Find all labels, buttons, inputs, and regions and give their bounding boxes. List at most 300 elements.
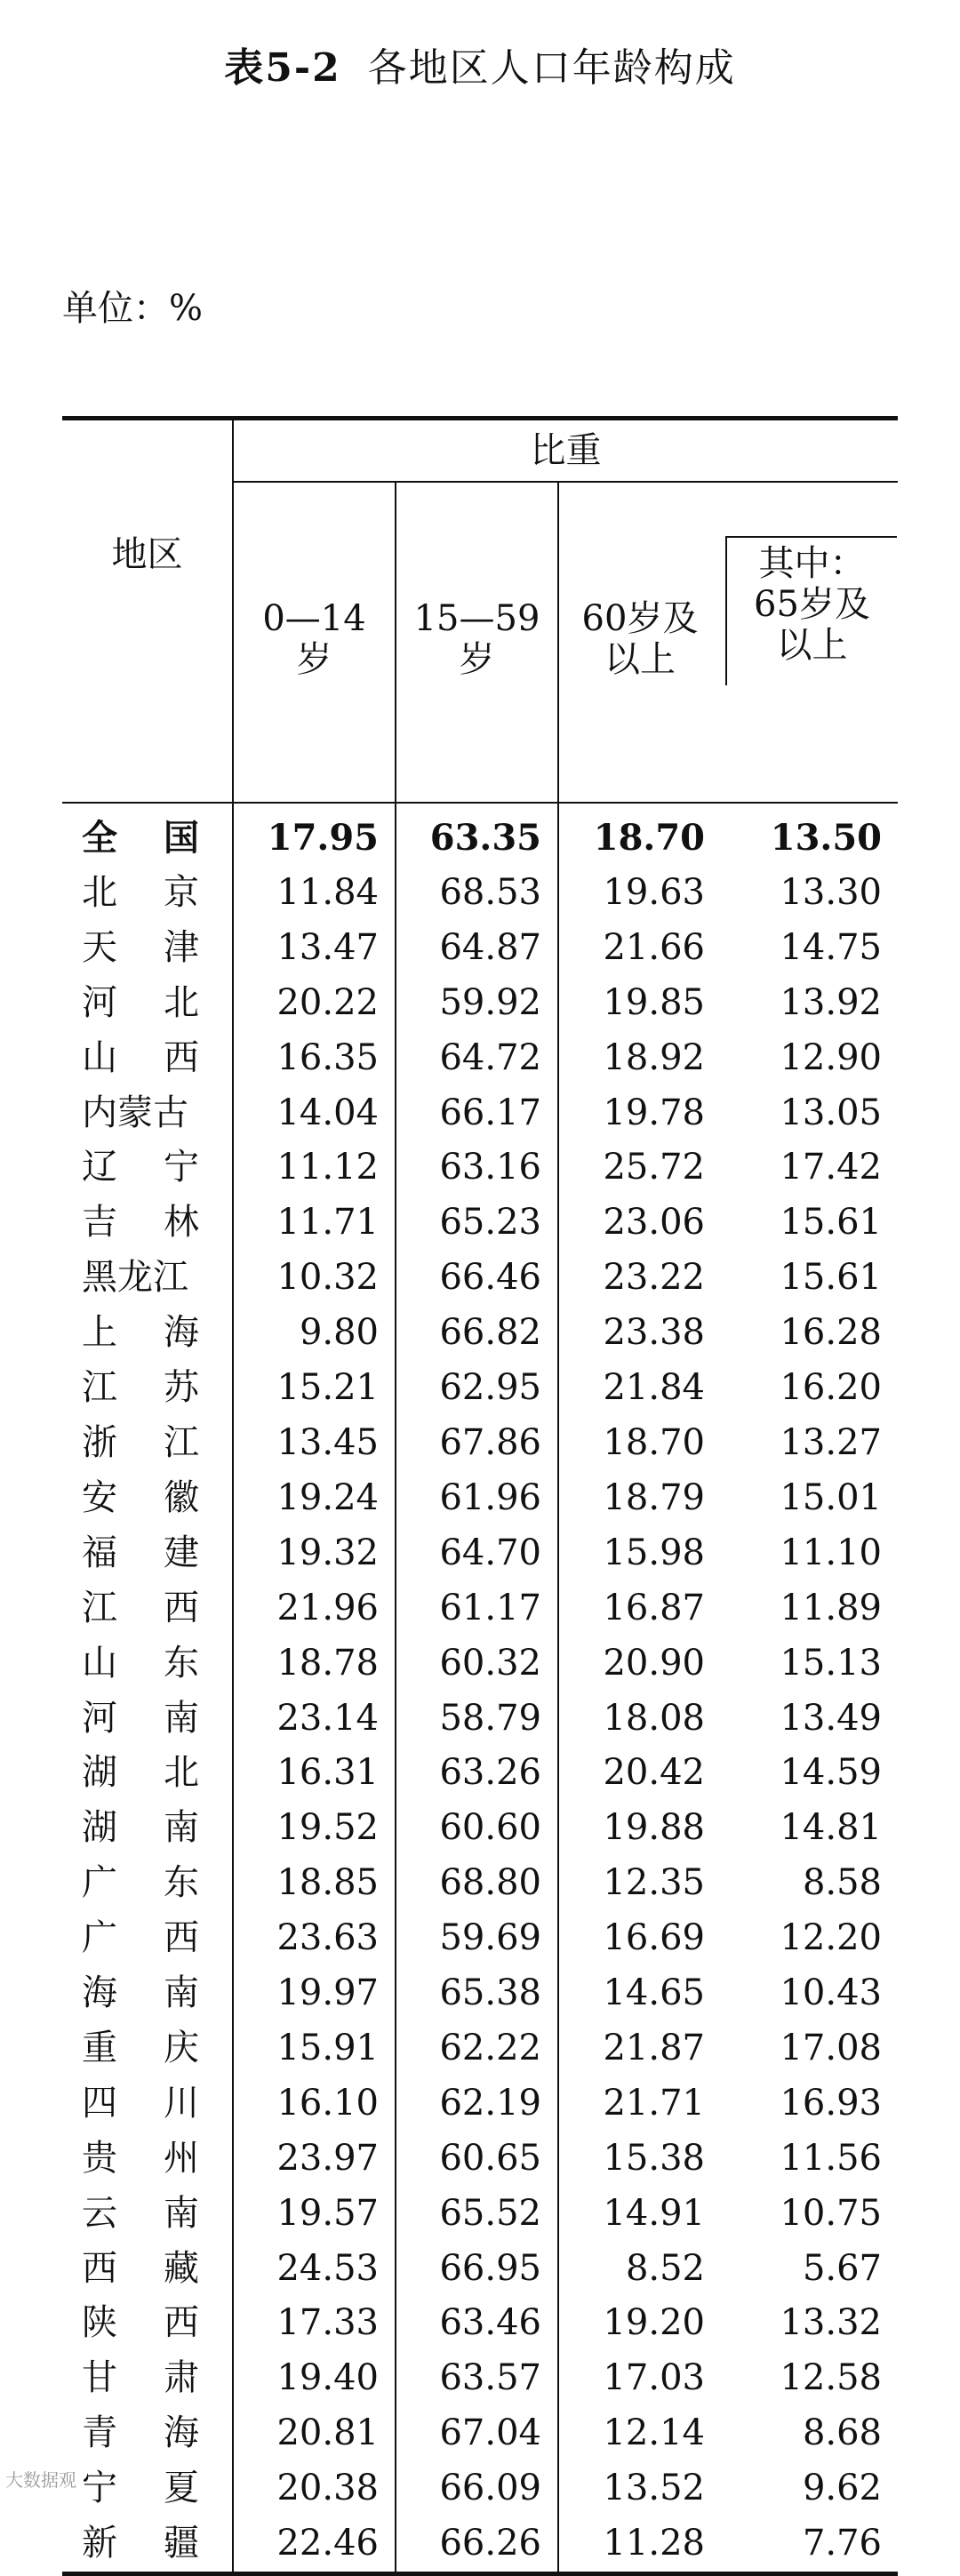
value-15-59: 66.26	[396, 2516, 558, 2573]
table-row	[62, 2406, 898, 2461]
region-cell	[62, 803, 233, 866]
region-name	[82, 2076, 199, 2132]
value-15-59: 64.70	[396, 1526, 558, 1581]
region-name	[82, 1856, 199, 1911]
value-0-14: 10.32	[233, 1251, 396, 1306]
region-text: 云	[82, 2192, 117, 2234]
region-text: 西	[164, 2302, 199, 2344]
region-text: 川	[164, 2082, 199, 2124]
table-row	[62, 1636, 898, 1692]
value-0-14: 18.78	[233, 1636, 396, 1692]
table-row	[62, 1801, 898, 1856]
table-row	[62, 2516, 898, 2573]
region-text: 广	[82, 1862, 117, 1904]
region-text: 吉	[82, 1202, 117, 1244]
value-0-14: 16.10	[233, 2076, 396, 2132]
value-15-59: 58.79	[396, 1692, 558, 1747]
table-row	[62, 2187, 898, 2242]
value-15-59: 68.53	[396, 866, 558, 921]
region-name	[82, 2461, 199, 2516]
table-number: 表5-2	[224, 45, 341, 91]
region-text: 湖	[82, 1752, 117, 1794]
value-65plus: 16.93	[780, 2082, 882, 2124]
region-text: 肃	[164, 2357, 199, 2399]
region-text: 福	[82, 1532, 117, 1573]
value-60plus: 20.90	[603, 1642, 705, 1684]
region-text: 疆	[164, 2523, 199, 2564]
table-row	[62, 1526, 898, 1581]
region-name	[82, 1416, 199, 1471]
region-name	[82, 1692, 199, 1747]
value-65plus: 5.67	[802, 2247, 882, 2289]
region-name	[82, 2351, 199, 2406]
value-60plus: 15.38	[603, 2137, 705, 2179]
header-line: 以上	[776, 625, 848, 666]
value-65plus: 12.58	[780, 2357, 882, 2399]
region-text: 河	[82, 981, 117, 1023]
header-col-15-59	[396, 482, 558, 802]
table-row	[62, 2242, 898, 2297]
value-65plus: 15.61	[780, 1202, 882, 1244]
value-0-14: 23.63	[233, 1911, 396, 1966]
value-65plus: 10.43	[780, 1972, 882, 2014]
table-row	[62, 1140, 898, 1196]
value-0-14: 23.14	[233, 1692, 396, 1747]
region-text: 重	[82, 2027, 117, 2068]
region-text: 国	[164, 817, 199, 859]
value-15-59: 63.57	[396, 2351, 558, 2406]
value-60plus: 21.87	[603, 2027, 705, 2068]
value-0-14: 20.38	[233, 2461, 396, 2516]
region-name	[82, 1086, 199, 1141]
header-region: 地区	[62, 419, 233, 803]
header-col-65plus	[721, 482, 898, 802]
region-name	[82, 2406, 199, 2461]
table-row	[62, 2351, 898, 2406]
value-15-59: 63.26	[396, 1746, 558, 1801]
header-line: 以上	[604, 639, 676, 680]
region-text: 西	[164, 1587, 199, 1628]
header-line: 其中：	[758, 543, 866, 584]
value-15-59: 63.16	[396, 1140, 558, 1196]
region-text: 州	[164, 2137, 199, 2179]
table-row	[62, 1416, 898, 1471]
region-text: 苏	[164, 1367, 199, 1409]
value-60plus: 21.84	[603, 1367, 705, 1409]
value-0-14: 20.81	[233, 2406, 396, 2461]
region-name	[82, 811, 199, 866]
region-text: 内蒙古	[82, 1092, 188, 1133]
value-60plus: 23.38	[603, 1312, 705, 1354]
region-cell	[62, 2132, 233, 2187]
region-cell	[62, 1911, 233, 1966]
region-cell	[62, 2406, 233, 2461]
table-row	[62, 2461, 898, 2516]
value-15-59: 68.80	[396, 1856, 558, 1911]
table-row	[62, 1196, 898, 1251]
value-60plus: 14.65	[603, 1972, 705, 2014]
value-60plus: 20.42	[603, 1752, 705, 1794]
value-65plus: 7.76	[721, 2516, 898, 2573]
table-row	[62, 921, 898, 976]
table-row	[62, 1856, 898, 1911]
table-row	[62, 1581, 898, 1636]
value-60plus: 14.91	[603, 2192, 705, 2234]
value-65plus: 16.28	[780, 1312, 882, 1354]
region-name	[82, 1581, 199, 1636]
value-0-14: 11.84	[233, 866, 396, 921]
region-name	[82, 1801, 199, 1856]
table-name: 各地区人口年龄构成	[367, 45, 736, 91]
region-cell	[62, 1416, 233, 1471]
value-65plus: 13.30	[780, 871, 882, 913]
table-row	[62, 1306, 898, 1361]
table-row	[62, 1911, 898, 1966]
region-name	[82, 976, 199, 1031]
region-name	[82, 2296, 199, 2351]
region-cell	[62, 1746, 233, 1801]
region-text: 陕	[82, 2302, 117, 2344]
header-line: 15—59	[413, 598, 540, 639]
header-line: 60岁及	[581, 598, 699, 639]
value-15-59: 60.60	[396, 1801, 558, 1856]
region-text: 东	[164, 1862, 199, 1904]
region-cell	[62, 1251, 233, 1306]
region-text: 上	[82, 1312, 117, 1354]
value-60plus: 15.98	[603, 1532, 705, 1573]
region-text: 四	[82, 2082, 117, 2124]
header-group: 比重	[233, 419, 898, 483]
region-name	[82, 2021, 199, 2076]
region-text: 江	[82, 1587, 117, 1628]
value-65plus: 13.27	[780, 1421, 882, 1463]
region-text: 藏	[164, 2247, 199, 2289]
value-60plus: 11.28	[558, 2516, 721, 2573]
value-65plus: 10.75	[780, 2192, 882, 2234]
value-15-59: 62.95	[396, 1361, 558, 1416]
value-60plus: 12.14	[603, 2412, 705, 2454]
region-name	[82, 2187, 199, 2242]
region-name	[82, 2132, 199, 2187]
value-65plus: 9.62	[802, 2468, 882, 2509]
region-text: 全	[82, 817, 117, 859]
value-60plus: 18.92	[603, 1036, 705, 1078]
value-15-59: 61.96	[396, 1471, 558, 1526]
table-row	[62, 1031, 898, 1086]
value-60plus: 18.79	[603, 1476, 705, 1518]
value-0-14: 19.32	[233, 1526, 396, 1581]
region-cell	[62, 2461, 233, 2516]
table-row-total	[62, 803, 898, 866]
header-col-60plus	[558, 482, 721, 802]
region-text: 天	[82, 926, 117, 968]
region-text: 西	[82, 2247, 117, 2289]
age-structure-table	[62, 416, 898, 2576]
value-15-59: 64.72	[396, 1031, 558, 1086]
region-cell	[62, 1471, 233, 1526]
region-text: 庆	[164, 2027, 199, 2068]
value-60plus: 17.03	[603, 2357, 705, 2399]
region-text: 北	[164, 1752, 199, 1794]
region-cell	[62, 1196, 233, 1251]
value-65plus: 17.08	[780, 2027, 882, 2068]
region-cell	[62, 2076, 233, 2132]
region-name	[82, 1361, 199, 1416]
region-text: 京	[164, 871, 199, 913]
region-cell	[62, 1526, 233, 1581]
value-15-59: 62.22	[396, 2021, 558, 2076]
header-line: 65岁及	[754, 584, 870, 625]
value-15-59: 65.23	[396, 1196, 558, 1251]
region-text: 津	[164, 926, 199, 968]
region-cell	[62, 1636, 233, 1692]
region-name	[82, 921, 199, 976]
unit-label: 单位：%	[62, 288, 204, 329]
value-60plus: 19.78	[603, 1092, 705, 1133]
region-cell	[62, 866, 233, 921]
value-15-59: 59.69	[396, 1911, 558, 1966]
value-60plus: 19.88	[603, 1807, 705, 1849]
region-name	[82, 1251, 199, 1306]
header-line: 岁	[296, 639, 332, 680]
value-60plus: 23.22	[603, 1257, 705, 1299]
region-cell	[62, 1140, 233, 1196]
value-0-14: 16.31	[233, 1746, 396, 1801]
region-text: 南	[164, 1972, 199, 2014]
value-0-14: 19.40	[233, 2351, 396, 2406]
region-name	[82, 1911, 199, 1966]
value-15-59: 64.87	[396, 921, 558, 976]
region-name	[82, 1966, 199, 2021]
region-text: 夏	[164, 2468, 199, 2509]
value-60plus: 16.69	[603, 1917, 705, 1959]
value-0-14: 11.12	[233, 1140, 396, 1196]
region-cell	[62, 2021, 233, 2076]
region-text: 新	[82, 2523, 117, 2564]
table-row	[62, 2296, 898, 2351]
value-0-14: 20.22	[233, 976, 396, 1031]
value-60plus: 19.20	[603, 2302, 705, 2344]
value-60plus: 13.52	[603, 2468, 705, 2509]
header-line: 岁	[459, 639, 495, 680]
region-text: 河	[82, 1697, 117, 1739]
value-60plus: 18.08	[603, 1697, 705, 1739]
value-0-14: 19.24	[233, 1471, 396, 1526]
value-65plus: 17.42	[780, 1147, 882, 1188]
region-name	[82, 866, 199, 921]
region-cell	[62, 1086, 233, 1141]
value-0-14: 22.46	[233, 2516, 396, 2573]
table-row	[62, 2132, 898, 2187]
value-0-14: 24.53	[233, 2242, 396, 2297]
region-name	[82, 1636, 199, 1692]
region-name	[82, 1196, 199, 1251]
value-15-59: 65.52	[396, 2187, 558, 2242]
region-name	[82, 2242, 199, 2297]
region-name	[82, 1526, 199, 1581]
value-60plus: 8.52	[625, 2247, 705, 2289]
value-15-59: 66.09	[396, 2461, 558, 2516]
value-60plus: 12.35	[603, 1862, 705, 1904]
value-15-59: 66.17	[396, 1086, 558, 1141]
region-text: 江	[82, 1367, 117, 1409]
region-text: 海	[82, 1972, 117, 2014]
region-cell	[62, 1306, 233, 1361]
value-60plus: 16.87	[603, 1587, 705, 1628]
table-row	[62, 1692, 898, 1747]
value-65plus: 13.05	[780, 1092, 882, 1133]
value-60plus: 23.06	[603, 1202, 705, 1244]
value-0-14: 19.52	[233, 1801, 396, 1856]
value-15-59: 67.04	[396, 2406, 558, 2461]
value-65plus: 15.61	[780, 1257, 882, 1299]
value-65plus: 15.13	[780, 1642, 882, 1684]
value-65plus: 13.32	[780, 2302, 882, 2344]
value-0-14: 21.96	[233, 1581, 396, 1636]
region-cell	[62, 1581, 233, 1636]
header-line: 0—14	[262, 598, 366, 639]
value-15-59: 61.17	[396, 1581, 558, 1636]
region-name	[82, 1746, 199, 1801]
region-cell	[62, 2296, 233, 2351]
value-65plus: 13.92	[780, 981, 882, 1023]
value-0-14: 19.97	[233, 1966, 396, 2021]
region-text: 山	[82, 1036, 117, 1078]
region-name	[82, 1031, 199, 1086]
region-cell	[62, 2516, 233, 2573]
table-row	[62, 1361, 898, 1416]
value-65plus: 11.10	[780, 1532, 882, 1573]
table-row	[62, 1471, 898, 1526]
region-cell	[62, 1031, 233, 1086]
table-row	[62, 2021, 898, 2076]
value-65plus: 14.81	[780, 1807, 882, 1849]
value-65plus: 13.50	[770, 817, 882, 859]
region-text: 北	[82, 871, 117, 913]
value-65plus: 8.68	[802, 2412, 882, 2454]
region-text: 贵	[82, 2137, 117, 2179]
region-cell	[62, 1692, 233, 1747]
value-60plus: 21.66	[603, 926, 705, 968]
value-60plus: 25.72	[603, 1147, 705, 1188]
value-60plus: 19.63	[603, 871, 705, 913]
value-15-59: 59.92	[396, 976, 558, 1031]
region-text: 辽	[82, 1147, 117, 1188]
region-text: 西	[164, 1036, 199, 1078]
table-row	[62, 976, 898, 1031]
value-0-14: 18.85	[233, 1856, 396, 1911]
region-cell	[62, 1361, 233, 1416]
table-row	[62, 1746, 898, 1801]
region-text: 宁	[164, 1147, 199, 1188]
region-text: 建	[164, 1532, 199, 1573]
region-name	[82, 2516, 199, 2572]
region-text: 甘	[82, 2357, 117, 2399]
value-15-59: 60.65	[396, 2132, 558, 2187]
value-0-14: 11.71	[233, 1196, 396, 1251]
region-cell	[62, 1966, 233, 2021]
header-col-0-14	[233, 482, 396, 802]
region-name	[82, 1306, 199, 1361]
region-text: 浙	[82, 1421, 117, 1463]
value-15-59: 62.19	[396, 2076, 558, 2132]
region-cell	[62, 2242, 233, 2297]
region-cell	[62, 2187, 233, 2242]
value-0-14: 23.97	[233, 2132, 396, 2187]
value-15-59: 66.46	[396, 1251, 558, 1306]
region-text: 东	[164, 1642, 199, 1684]
value-0-14: 14.04	[233, 1086, 396, 1141]
table-row	[62, 1251, 898, 1306]
region-cell	[62, 1801, 233, 1856]
region-text: 林	[164, 1202, 199, 1244]
table-row	[62, 1086, 898, 1141]
watermark-logo: 大数据观	[5, 2469, 76, 2491]
region-cell	[62, 2351, 233, 2406]
region-text: 南	[164, 2192, 199, 2234]
value-0-14: 19.57	[233, 2187, 396, 2242]
region-text: 宁	[82, 2468, 117, 2509]
table-row	[62, 1966, 898, 2021]
value-0-14: 17.33	[233, 2296, 396, 2351]
region-text: 徽	[164, 1476, 199, 1518]
value-15-59: 65.38	[396, 1966, 558, 2021]
region-text: 山	[82, 1642, 117, 1684]
value-65plus: 11.56	[780, 2137, 882, 2179]
value-15-59: 67.86	[396, 1416, 558, 1471]
value-15-59: 66.95	[396, 2242, 558, 2297]
region-text: 西	[164, 1917, 199, 1959]
region-text: 南	[164, 1807, 199, 1849]
value-65plus: 16.20	[780, 1367, 882, 1409]
region-text: 北	[164, 981, 199, 1023]
region-name	[82, 1140, 199, 1196]
value-0-14: 16.35	[233, 1031, 396, 1086]
value-0-14: 13.47	[233, 921, 396, 976]
region-cell	[62, 921, 233, 976]
value-65plus: 11.89	[780, 1587, 882, 1628]
value-0-14: 15.21	[233, 1361, 396, 1416]
region-text: 海	[164, 2412, 199, 2454]
region-text: 安	[82, 1476, 117, 1518]
region-cell	[62, 1856, 233, 1911]
region-text: 湖	[82, 1807, 117, 1849]
table-row	[62, 2076, 898, 2132]
value-0-14: 13.45	[233, 1416, 396, 1471]
region-text: 广	[82, 1917, 117, 1959]
value-60plus: 21.71	[603, 2082, 705, 2124]
value-65plus: 14.75	[780, 926, 882, 968]
value-15-59: 60.32	[396, 1636, 558, 1692]
page-title	[0, 36, 960, 92]
value-15-59: 66.82	[396, 1306, 558, 1361]
region-text: 青	[82, 2412, 117, 2454]
value-65plus: 12.90	[780, 1036, 882, 1078]
value-0-14: 15.91	[233, 2021, 396, 2076]
value-15-59: 63.35	[396, 803, 558, 866]
value-65plus: 13.49	[780, 1697, 882, 1739]
region-text: 南	[164, 1697, 199, 1739]
value-60plus: 18.70	[593, 817, 705, 859]
value-0-14: 9.80	[233, 1306, 396, 1361]
region-cell	[62, 976, 233, 1031]
value-65plus: 14.59	[780, 1752, 882, 1794]
region-text: 海	[164, 1312, 199, 1354]
value-60plus: 19.85	[603, 981, 705, 1023]
region-text: 江	[164, 1421, 199, 1463]
value-15-59: 63.46	[396, 2296, 558, 2351]
value-60plus: 18.70	[603, 1421, 705, 1463]
